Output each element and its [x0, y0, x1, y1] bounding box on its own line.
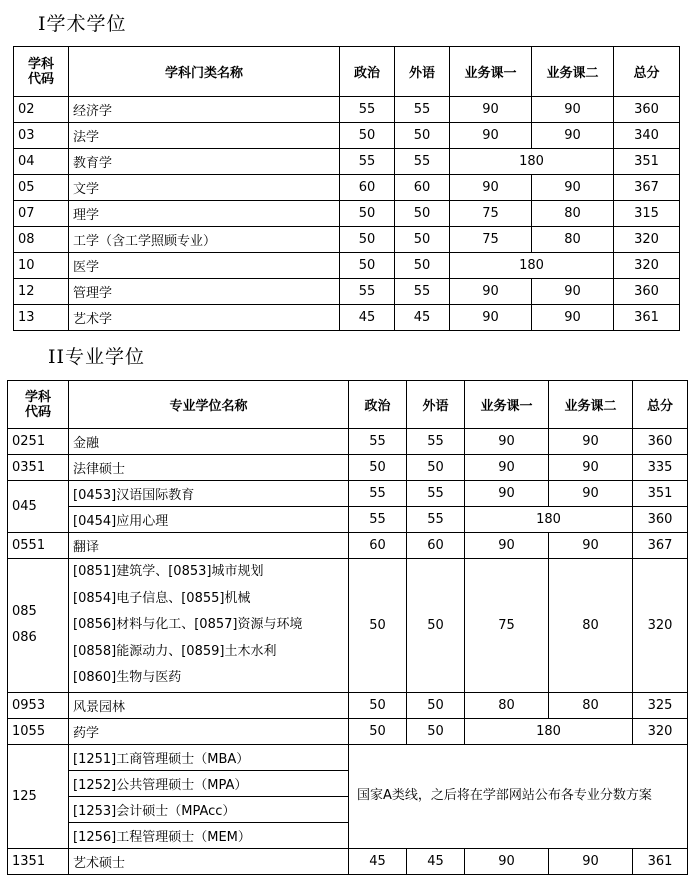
- cell-name: [1253]会计硕士（MPAcc）: [69, 796, 349, 822]
- table-header-row: [8, 381, 688, 429]
- header-total: 总分: [614, 47, 680, 97]
- program-name-line: [0858]能源动力、[0859]土木水利: [73, 643, 277, 659]
- header-total: 总分: [633, 381, 688, 429]
- cell-language: 50: [407, 455, 465, 481]
- cell-language: 55: [407, 429, 465, 455]
- code-085: 085: [12, 604, 37, 620]
- cell-politics: 50: [349, 692, 407, 718]
- table-row: [8, 429, 688, 455]
- table-row: [14, 305, 680, 331]
- cell-politics: 50: [340, 123, 395, 149]
- cell-course2: 90: [532, 123, 614, 149]
- header-course1: 业务课一: [465, 381, 549, 429]
- professional-degree-table: [7, 380, 688, 875]
- section-title-academic: I学术学位: [38, 13, 127, 35]
- cell-course1: 90: [450, 175, 532, 201]
- cell-course1: 80: [465, 692, 549, 718]
- cell-language: 45: [407, 848, 465, 874]
- table-row: [8, 455, 688, 481]
- cell-politics: 60: [349, 533, 407, 559]
- cell-name: 理学: [69, 201, 340, 227]
- cell-name: 金融: [69, 429, 349, 455]
- cell-total: 320: [614, 227, 680, 253]
- cell-course1: 90: [450, 279, 532, 305]
- cell-name: 文学: [69, 175, 340, 201]
- cell-name: 教育学: [69, 149, 340, 175]
- header-language: 外语: [395, 47, 450, 97]
- cell-politics: 55: [349, 507, 407, 533]
- cell-language: 55: [395, 279, 450, 305]
- cell-code: 1351: [8, 848, 69, 874]
- cell-code: 045: [8, 481, 69, 533]
- table-row: [8, 692, 688, 718]
- cell-politics: 55: [340, 97, 395, 123]
- cell-language: 50: [395, 123, 450, 149]
- cell-course2: 80: [532, 201, 614, 227]
- cell-language: 55: [395, 97, 450, 123]
- academic-degree-table: [13, 46, 680, 331]
- cell-politics: 50: [340, 253, 395, 279]
- cell-politics: 50: [349, 559, 407, 693]
- cell-course2: 90: [532, 175, 614, 201]
- table-row: [14, 279, 680, 305]
- cell-name: [1256]工程管理硕士（MEM）: [69, 822, 349, 848]
- cell-course1: 75: [465, 559, 549, 693]
- program-name-line: [0856]材料与化工、[0857]资源与环境: [73, 617, 303, 632]
- table-row: [8, 744, 688, 770]
- cell-name: [1252]公共管理硕士（MPA）: [69, 770, 349, 796]
- cell-politics: 50: [340, 227, 395, 253]
- code-086: 086: [12, 630, 37, 646]
- cell-total: 361: [633, 848, 688, 874]
- table-row: [8, 507, 688, 533]
- cell-code: 02: [14, 97, 69, 123]
- cell-language: 55: [407, 507, 465, 533]
- program-name-line: [0854]电子信息、[0855]机械: [73, 590, 251, 606]
- cell-total: 361: [614, 305, 680, 331]
- cell-language: 50: [395, 227, 450, 253]
- cell-course1: 90: [450, 97, 532, 123]
- table-row: [14, 175, 680, 201]
- cell-name: 法律硕士: [69, 455, 349, 481]
- cell-course2: 90: [532, 305, 614, 331]
- cell-politics: 55: [349, 481, 407, 507]
- header-name: 学科门类名称: [69, 47, 340, 97]
- cell-name: [0453]汉语国际教育: [69, 481, 349, 507]
- header-course2: 业务课二: [532, 47, 614, 97]
- cell-course1: 180: [465, 507, 633, 533]
- table-row: [8, 559, 688, 693]
- cell-total: 335: [633, 455, 688, 481]
- table-row: [8, 481, 688, 507]
- cell-total: 367: [633, 533, 688, 559]
- cell-course2: 90: [549, 848, 633, 874]
- cell-language: 45: [395, 305, 450, 331]
- section-title-professional: II专业学位: [48, 346, 146, 368]
- cell-name: 经济学: [69, 97, 340, 123]
- cell-code: 0551: [8, 533, 69, 559]
- table-row: [14, 97, 680, 123]
- cell-name: [0454]应用心理: [69, 507, 349, 533]
- cell-total: 320: [633, 559, 688, 693]
- table-row: [14, 253, 680, 279]
- cell-course2: 80: [549, 559, 633, 693]
- header-code: 学科 代码: [8, 381, 69, 429]
- cell-total: 360: [614, 279, 680, 305]
- cell-course1: 180: [450, 149, 614, 175]
- table-row: [14, 123, 680, 149]
- cell-politics: 55: [349, 429, 407, 455]
- header-course1: 业务课一: [450, 47, 532, 97]
- cell-code: 03: [14, 123, 69, 149]
- cell-note: 国家A类线，之后将在学部网站公布各专业分数方案: [349, 744, 688, 848]
- cell-course1: 90: [465, 481, 549, 507]
- cell-total: 367: [614, 175, 680, 201]
- cell-language: 50: [407, 692, 465, 718]
- cell-code: 07: [14, 201, 69, 227]
- cell-language: 60: [395, 175, 450, 201]
- cell-name: [69, 559, 349, 693]
- cell-course1: 90: [465, 455, 549, 481]
- cell-course2: 90: [532, 279, 614, 305]
- cell-total: 360: [633, 429, 688, 455]
- cell-code: 12: [14, 279, 69, 305]
- table-row: [14, 149, 680, 175]
- table-row: [14, 201, 680, 227]
- cell-politics: 50: [349, 718, 407, 744]
- cell-course1: 90: [465, 533, 549, 559]
- cell-code: 04: [14, 149, 69, 175]
- cell-course1: 90: [450, 123, 532, 149]
- cell-code: 13: [14, 305, 69, 331]
- table-header-row: [14, 47, 680, 97]
- cell-politics: 55: [340, 279, 395, 305]
- cell-total: 360: [633, 507, 688, 533]
- cell-name: 管理学: [69, 279, 340, 305]
- cell-politics: 60: [340, 175, 395, 201]
- cell-name: 医学: [69, 253, 340, 279]
- cell-language: 50: [395, 201, 450, 227]
- cell-code: 0351: [8, 455, 69, 481]
- cell-course2: 90: [532, 97, 614, 123]
- cell-course1: 180: [465, 718, 633, 744]
- cell-language: 50: [407, 559, 465, 693]
- table-row: [8, 848, 688, 874]
- cell-course2: 90: [549, 533, 633, 559]
- cell-code: 0251: [8, 429, 69, 455]
- table-row: [14, 227, 680, 253]
- header-name: 专业学位名称: [69, 381, 349, 429]
- cell-code: 05: [14, 175, 69, 201]
- cell-politics: 45: [340, 305, 395, 331]
- cell-politics: 50: [340, 201, 395, 227]
- cell-code: 0953: [8, 692, 69, 718]
- cell-language: 50: [407, 718, 465, 744]
- cell-course2: 90: [549, 455, 633, 481]
- cell-total: 340: [614, 123, 680, 149]
- header-politics: 政治: [340, 47, 395, 97]
- cell-code: 10: [14, 253, 69, 279]
- cell-total: 351: [614, 149, 680, 175]
- cell-course2: 90: [549, 429, 633, 455]
- cell-course2: 90: [549, 481, 633, 507]
- cell-total: 351: [633, 481, 688, 507]
- cell-total: 320: [633, 718, 688, 744]
- cell-name: [1251]工商管理硕士（MBA）: [69, 744, 349, 770]
- cell-code: 08: [14, 227, 69, 253]
- cell-course1: 180: [450, 253, 614, 279]
- cell-code: 1055: [8, 718, 69, 744]
- cell-total: 325: [633, 692, 688, 718]
- cell-course1: 75: [450, 227, 532, 253]
- cell-name: 艺术硕士: [69, 848, 349, 874]
- cell-language: 55: [407, 481, 465, 507]
- cell-name: 艺术学: [69, 305, 340, 331]
- cell-name: 翻译: [69, 533, 349, 559]
- table-row: [8, 718, 688, 744]
- cell-course1: 75: [450, 201, 532, 227]
- cell-name: 工学（含工学照顾专业）: [69, 227, 340, 253]
- header-politics: 政治: [349, 381, 407, 429]
- cell-code: [8, 559, 69, 693]
- header-course2: 业务课二: [549, 381, 633, 429]
- program-name-line: [0851]建筑学、[0853]城市规划: [73, 564, 264, 579]
- table-row: [8, 533, 688, 559]
- cell-politics: 45: [349, 848, 407, 874]
- cell-language: 60: [407, 533, 465, 559]
- header-language: 外语: [407, 381, 465, 429]
- cell-total: 320: [614, 253, 680, 279]
- cell-code: 125: [8, 744, 69, 848]
- cell-name: 药学: [69, 718, 349, 744]
- cell-politics: 50: [349, 455, 407, 481]
- cell-name: 法学: [69, 123, 340, 149]
- cell-course1: 90: [450, 305, 532, 331]
- cell-total: 360: [614, 97, 680, 123]
- cell-course1: 90: [465, 429, 549, 455]
- program-name-line: [0860]生物与医药: [73, 670, 182, 685]
- cell-language: 55: [395, 149, 450, 175]
- cell-name: 风景园林: [69, 692, 349, 718]
- cell-course2: 80: [549, 692, 633, 718]
- cell-course1: 90: [465, 848, 549, 874]
- cell-politics: 55: [340, 149, 395, 175]
- cell-course2: 80: [532, 227, 614, 253]
- header-code: 学科 代码: [14, 47, 69, 97]
- cell-language: 50: [395, 253, 450, 279]
- cell-total: 315: [614, 201, 680, 227]
